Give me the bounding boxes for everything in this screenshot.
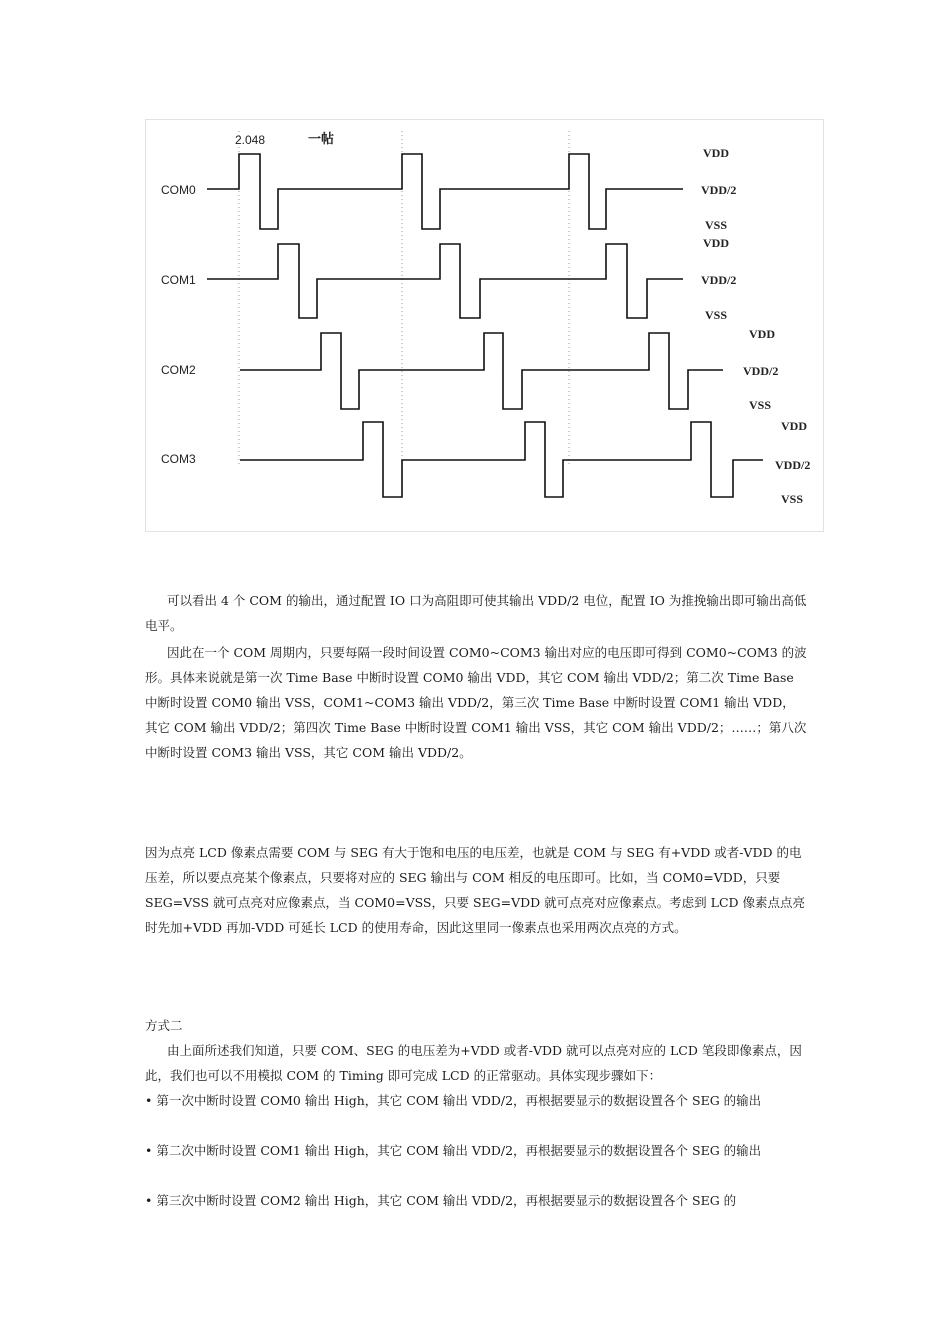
com1-vss-label: VSS	[705, 308, 728, 322]
com0-vdd-label: VDD	[703, 146, 729, 160]
com0-vss-label: VSS	[705, 218, 728, 232]
frame-label: 一帖	[308, 131, 335, 146]
com2-vdd2-label: VDD/2	[743, 364, 779, 378]
paragraph-pixel-lighting: 因为点亮 LCD 像素点需要 COM 与 SEG 有大于饱和电压的电压差，也就是 COM 与 SEG 有+VDD 或者-VDD 的电压差，所以要点亮某个像素点，只要将对应的 SEG 输出与 COM 相反的电压即可。比如，当 COM0=VDD，只要 SEG=VSS 就可点亮对应像素点，当 COM0=VSS，只要 SEG=VDD 就可点亮对应像素点。考虑到 LCD 像素点点亮时先加+VDD 再加-VDD 可延长 LCD 的使用寿命，因此这里同一像素点也采用两次点亮的方式。	[145, 845, 805, 935]
time-label: 2.048	[235, 133, 266, 147]
paragraph-method-two-intro: 由上面所述我们知道，只要 COM、SEG 的电压差为+VDD 或者-VDD 就可以点亮对应的 LCD 笔段即像素点，因此，我们也可以不用模拟 COM 的 Timing 即可完成 LCD 的正常驱动。具体实现步骤如下：	[145, 1043, 802, 1083]
paragraph-com-timing: 因此在一个 COM 周期内，只要每隔一段时间设置 COM0~COM3 输出对应的电压即可得到 COM0~COM3 的波形。具体来说就是第一次 Time Base 中断时设置 COM0 输出 VDD，其它 COM 输出 VDD/2；第二次 Time Base 中断时设置 COM0 输出 VSS，COM1~COM3 输出 VDD/2，第三次 Time Base 中断时设置 COM1 输出 VDD，其它 COM 输出 VDD/2；第四次 Time Base 中断时设置 COM1 输出 VSS，其它 COM 输出 VDD/2；……；第八次中断时设置 COM3 输出 VSS，其它 COM 输出 VDD/2。	[145, 645, 807, 760]
com1-label: COM1	[161, 273, 196, 287]
com3-vss-label: VSS	[781, 492, 804, 506]
list-item-step-1: • 第一次中断时设置 COM0 输出 High，其它 COM 输出 VDD/2，再根据要显示的数据设置各个 SEG 的输出	[145, 1093, 762, 1108]
com2-vss-label: VSS	[749, 398, 772, 412]
com1-vdd-label: VDD	[703, 236, 729, 250]
com1-vdd2-label: VDD/2	[701, 273, 737, 287]
section-heading-method-two: 方式二	[145, 1018, 183, 1033]
com3-label: COM3	[161, 452, 196, 466]
waveform-diagram	[145, 119, 824, 532]
list-item-step-2: • 第二次中断时设置 COM1 输出 High，其它 COM 输出 VDD/2，再根据要显示的数据设置各个 SEG 的输出	[145, 1143, 762, 1158]
paragraph-io-config: 可以看出 4 个 COM 的输出，通过配置 IO 口为高阻即可使其输出 VDD/2 电位，配置 IO 为推挽输出即可输出高低电平。	[145, 593, 807, 633]
com0-vdd2-label: VDD/2	[701, 183, 737, 197]
com3-vdd2-label: VDD/2	[775, 458, 811, 472]
com3-vdd-label: VDD	[781, 419, 807, 433]
com-waveform-figure	[145, 119, 824, 532]
list-item-step-3: • 第三次中断时设置 COM2 输出 High，其它 COM 输出 VDD/2，再根据要显示的数据设置各个 SEG 的	[145, 1193, 737, 1208]
com2-vdd-label: VDD	[749, 327, 775, 341]
com2-label: COM2	[161, 363, 196, 377]
com0-label: COM0	[161, 183, 196, 197]
